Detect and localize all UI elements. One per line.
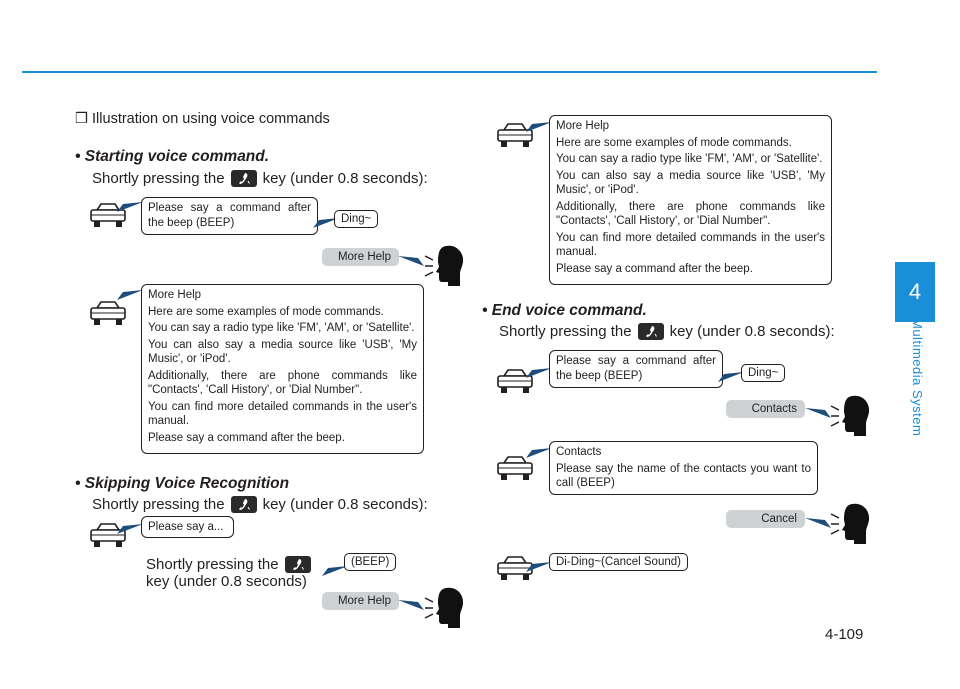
speaking-head-icon (830, 500, 872, 548)
help-line: More Help (148, 289, 202, 301)
help-line: You can also say a media source like 'USB', 'My Music', or 'iPod'. (148, 338, 417, 365)
system-bubble: Please say a command after the beep (BEEP) (141, 197, 318, 235)
help-line: Here are some examples of mode commands. (556, 136, 792, 149)
speech-arrow-icon (805, 406, 831, 420)
contacts-line: Please say the name of the contacts you want to call (BEEP) (556, 462, 811, 489)
instruction-text: Shortly pressing the (92, 496, 225, 513)
user-utterance-chip: More Help (322, 248, 399, 266)
chapter-label: Multimedia System (910, 318, 925, 437)
contacts-line: Contacts (556, 446, 602, 458)
help-line: Please say a command after the beep. (556, 262, 753, 275)
system-chip-ding: Ding~ (334, 210, 378, 228)
speech-arrow-icon (805, 516, 831, 530)
help-line: Here are some examples of mode commands. (148, 305, 384, 318)
sub-instruction (146, 556, 317, 590)
system-bubble: Please say a command after the beep (BEEP) (549, 350, 723, 388)
help-line: You can say a radio type like 'FM', 'AM', or 'Satellite'. (148, 322, 415, 334)
user-utterance-chip: Cancel (726, 510, 805, 528)
instruction-text: key (under 0.8 seconds): (669, 323, 835, 340)
speaking-head-icon (830, 392, 872, 440)
chapter-tab: 4 (895, 262, 935, 322)
section-title-starting: • Starting voice command. (75, 148, 270, 165)
system-bubble: Please say a... (141, 516, 234, 538)
help-line: More Help (556, 120, 610, 132)
system-chip-beep: (BEEP) (344, 553, 396, 571)
system-contacts-bubble (549, 441, 818, 495)
instruction-text: key (under 0.8 seconds) (146, 573, 307, 590)
instruction-text: Shortly pressing the (499, 323, 632, 340)
speech-arrow-icon (117, 288, 143, 302)
speech-arrow-icon (117, 200, 143, 214)
page-number: 4-109 (825, 626, 864, 643)
voice-key-icon (285, 556, 311, 573)
speech-arrow-icon (117, 522, 143, 536)
voice-key-icon (231, 496, 257, 513)
top-rule (22, 71, 877, 73)
help-line: You can also say a media source like 'USB', 'My Music', or 'iPod'. (556, 169, 825, 196)
voice-key-icon (638, 323, 664, 340)
system-help-bubble (141, 284, 424, 454)
instruction-text: Shortly pressing the (146, 556, 279, 573)
help-line: Additionally, there are phone commands like "Contacts', 'Call History', or 'Dial Number". (556, 200, 825, 227)
instruction-skipping (92, 496, 428, 513)
help-line: You can find more detailed commands in the user's manual. (148, 400, 417, 427)
help-line: Additionally, there are phone commands like "Contacts', 'Call History', or 'Dial Number". (148, 369, 417, 396)
instruction-starting (92, 170, 428, 187)
intro-caption: ❒ Illustration on using voice commands (75, 111, 330, 127)
section-title-ending: • End voice command. (482, 302, 647, 319)
speech-arrow-icon (398, 598, 424, 612)
speaking-head-icon (424, 242, 466, 290)
speaking-head-icon (424, 584, 466, 632)
car-icon (88, 300, 128, 328)
instruction-text: Shortly pressing the (92, 170, 225, 187)
instruction-ending (499, 323, 835, 340)
user-utterance-chip: Contacts (726, 400, 805, 418)
voice-key-icon (231, 170, 257, 187)
help-line: You can say a radio type like 'FM', 'AM', or 'Satellite'. (556, 153, 823, 165)
user-utterance-chip: More Help (322, 592, 399, 610)
system-chip-ding: Ding~ (741, 364, 785, 382)
instruction-text: key (under 0.8 seconds): (262, 496, 428, 513)
system-chip-cancel-sound: Di-Ding~(Cancel Sound) (549, 553, 688, 571)
help-line: Please say a command after the beep. (148, 431, 345, 444)
speech-arrow-icon (398, 254, 424, 268)
help-line: You can find more detailed commands in the user's manual. (556, 231, 825, 258)
section-title-skipping: • Skipping Voice Recognition (75, 475, 290, 492)
instruction-text: key (under 0.8 seconds): (262, 170, 428, 187)
system-help-bubble (549, 115, 832, 285)
